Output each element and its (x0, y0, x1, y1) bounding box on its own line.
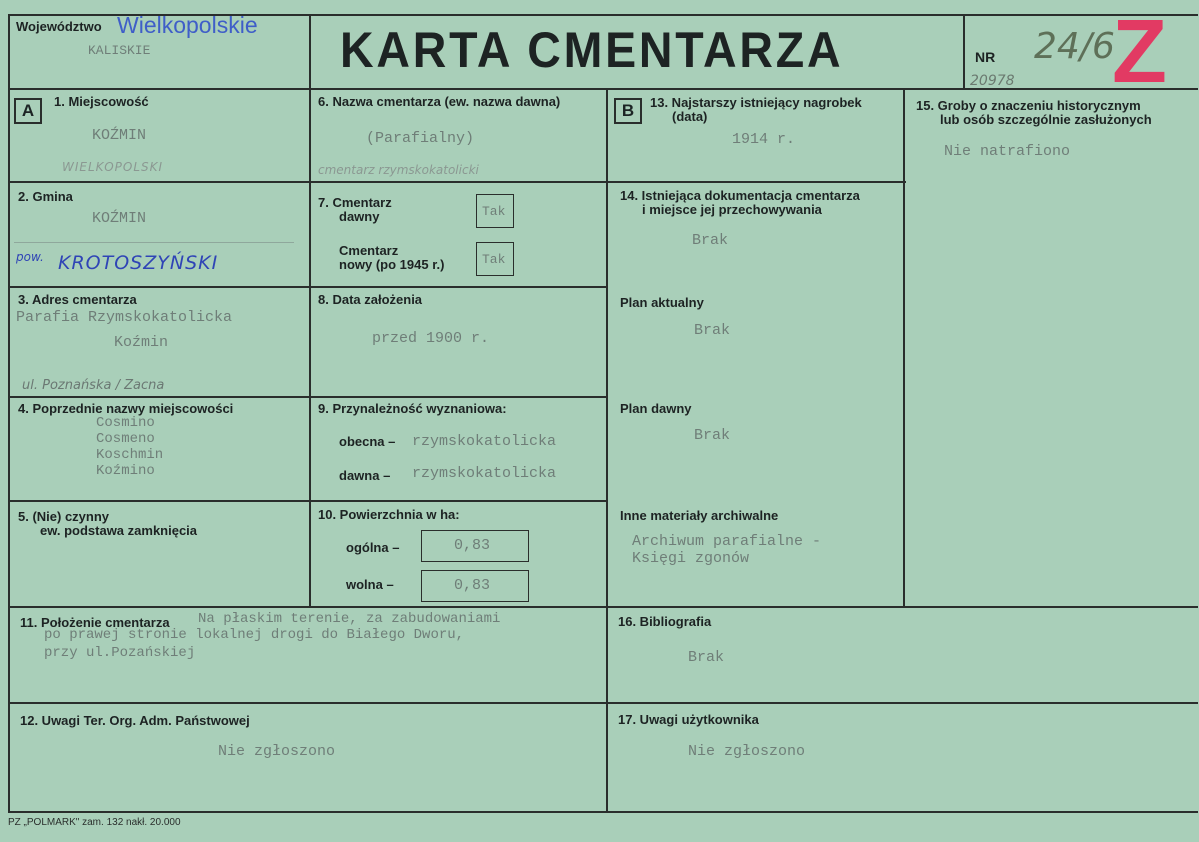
field-2-label: 2. Gmina (18, 189, 73, 204)
field-10-total-value: 0,83 (454, 537, 491, 554)
archives-line2: Księgi zgonów (632, 550, 750, 567)
col-sep-a (309, 88, 311, 608)
field-7-new-label-2: nowy (po 1945 r.) (339, 257, 445, 272)
field-11-line3: przy ul.Pozańskiej (44, 645, 196, 661)
field-16-value: Brak (688, 649, 725, 666)
field-4-name-4: Koźmino (96, 463, 155, 479)
field-7-old-label-1: 7. Cmentarz (318, 195, 392, 210)
row-sep-4 (8, 500, 608, 502)
field-8-label: 8. Data założenia (318, 292, 423, 307)
field-9-current-value: rzymskokatolicka (412, 433, 557, 450)
printer-imprint: PZ „POLMARK" zam. 132 nakł. 20.000 (8, 817, 181, 828)
row-sep-6 (8, 702, 1198, 704)
field-8-value: przed 1900 r. (372, 330, 490, 347)
field-2-hand-prefix: pow. (16, 250, 44, 264)
field-9-current-label: obecna – (339, 434, 396, 449)
field-3-handwritten: ul. Poznańska / Zacna (22, 378, 165, 393)
field-4-name-1: Cosmino (96, 415, 155, 431)
field-2-underline (14, 242, 294, 243)
field-9-former-value: rzymskokatolicka (412, 465, 557, 482)
field-6-value: (Parafialny) (366, 130, 475, 147)
field-7-old-value: Tak (482, 204, 506, 219)
field-4-name-2: Cosmeno (96, 431, 155, 447)
field-1-label: 1. Miejscowość (54, 94, 149, 109)
plan-old-value: Brak (694, 427, 731, 444)
field-15-value: Nie natrafiono (944, 143, 1071, 160)
field-7-new-label-1: Cmentarz (339, 243, 399, 258)
red-mark: Z (1112, 2, 1167, 102)
voivodeship-label: Województwo (16, 19, 102, 34)
field-2-handwritten: KROTOSZYŃSKI (58, 252, 219, 274)
row-sep-5 (8, 606, 1198, 608)
field-14-value: Brak (692, 232, 729, 249)
field-12-label: 12. Uwagi Ter. Org. Adm. Państwowej (20, 713, 250, 728)
field-3-label: 3. Adres cmentarza (18, 292, 137, 307)
section-a-marker: A (14, 98, 42, 124)
field-14-label-2: i miejsce jej przechowywania (642, 202, 822, 217)
field-10-free-label: wolna – (346, 577, 394, 592)
old-voivodeship: KALISKIE (88, 43, 151, 58)
record-subnumber: 20978 (970, 73, 1015, 89)
field-15-label-1: 15. Groby o znaczeniu historycznym (916, 98, 1141, 113)
field-13-label-2: (data) (672, 109, 708, 124)
field-5-label-1: 5. (Nie) czynny (18, 509, 110, 524)
field-17-value: Nie zgłoszono (688, 743, 806, 760)
field-11-line1: Na płaskim terenie, za zabudowaniami (198, 611, 501, 627)
archives-line1: Archiwum parafialne - (632, 533, 822, 550)
field-10-total-label: ogólna – (346, 540, 400, 555)
field-5-label-2: ew. podstawa zamknięcia (40, 523, 198, 538)
header-divider (8, 88, 1198, 90)
field-3-line2: Koźmin (114, 334, 169, 351)
voivodeship-stamp: Wielkopolskie (117, 12, 258, 38)
field-15-label-2: lub osób szczególnie zasłużonych (940, 112, 1152, 127)
field-6-label: 6. Nazwa cmentarza (ew. nazwa dawna) (318, 94, 561, 109)
field-14-label-1: 14. Istniejąca dokumentacja cmentarza (620, 188, 860, 203)
field-2-value: KOŹMIN (92, 210, 147, 227)
field-10-free-value: 0,83 (454, 577, 491, 594)
field-9-label: 9. Przynależność wyznaniowa: (318, 401, 507, 416)
field-4-name-3: Koschmin (96, 447, 164, 463)
field-1-value: KOŹMIN (92, 127, 147, 144)
field-7-new-value: Tak (482, 252, 506, 267)
field-10-label: 10. Powierzchnia w ha: (318, 507, 460, 522)
card-title: KARTA CMENTARZA (340, 22, 844, 78)
field-11-line2: po prawej stronie lokalnej drogi do Białego Dworu, (44, 627, 465, 643)
plan-current-label: Plan aktualny (620, 295, 704, 310)
card-border-left (8, 14, 10, 813)
section-b-marker: B (614, 98, 642, 124)
field-13-label-1: 13. Najstarszy istniejący nagrobek (650, 95, 862, 110)
plan-old-label: Plan dawny (620, 401, 692, 416)
archives-label: Inne materiały archiwalne (620, 508, 779, 523)
plan-current-value: Brak (694, 322, 731, 339)
field-1-handwritten: WIELKOPOLSKI (62, 160, 164, 174)
row-sep-2 (8, 286, 608, 288)
field-13-value: 1914 r. (732, 131, 796, 148)
field-3-line1: Parafia Rzymskokatolicka (16, 309, 233, 326)
field-9-former-label: dawna – (339, 468, 391, 483)
field-4-label: 4. Poprzednie nazwy miejscowości (18, 401, 234, 416)
record-number: 24/6 (1034, 26, 1115, 67)
field-11-label: 11. Położenie cmentarza (20, 615, 170, 630)
field-6-handwritten: cmentarz rzymskokatolicki (318, 163, 479, 177)
record-number-label: NR (975, 49, 996, 65)
field-12-value: Nie zgłoszono (218, 743, 336, 760)
card-border-bottom (8, 811, 1198, 813)
field-7-old-label-2: dawny (339, 209, 380, 224)
row-sep-1 (8, 181, 906, 183)
field-16-label: 16. Bibliografia (618, 614, 712, 629)
header-sep-left (309, 14, 311, 90)
field-17-label: 17. Uwagi użytkownika (618, 712, 759, 727)
row-sep-3 (8, 396, 608, 398)
col-sep-c (903, 88, 905, 608)
header-sep-right (963, 14, 965, 90)
